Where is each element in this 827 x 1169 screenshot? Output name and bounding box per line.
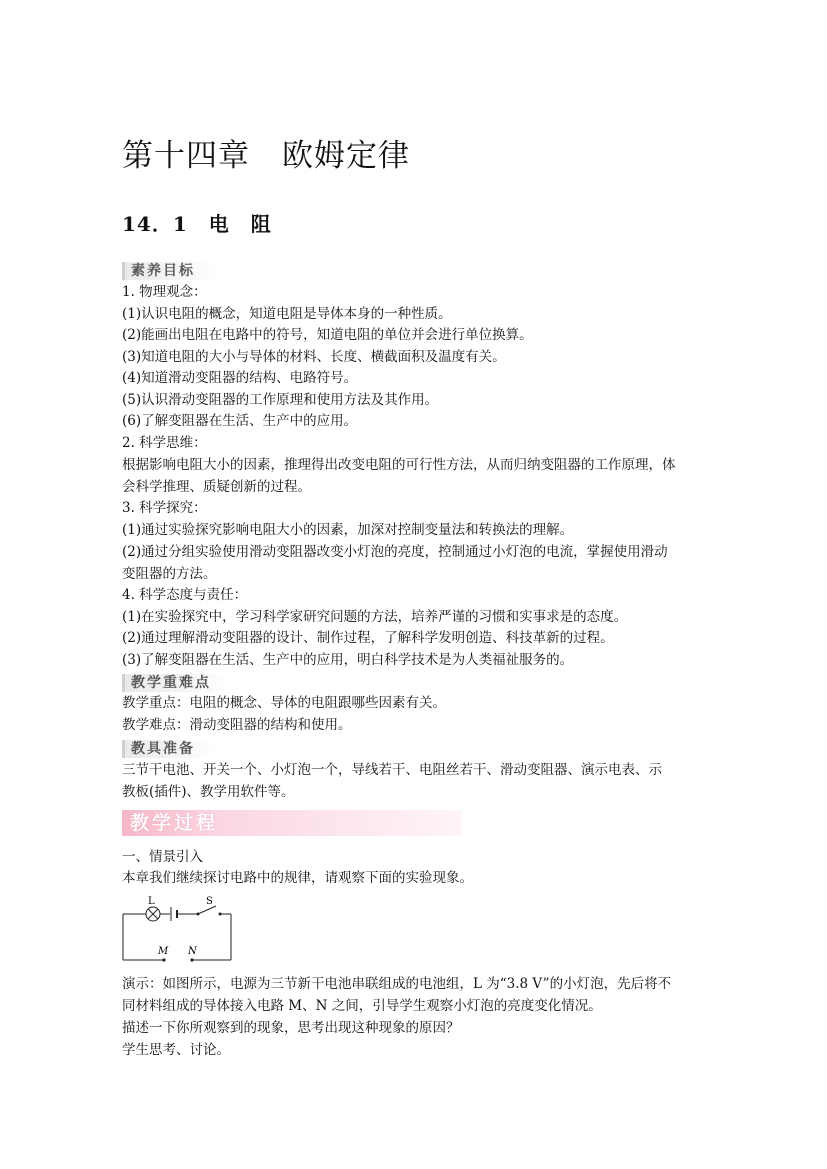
goal-item: 变阻器的方法。: [122, 566, 217, 582]
intro-heading: 一、情景引入: [122, 849, 203, 865]
goal-heading-1: 1. 物理观念：: [122, 284, 207, 300]
materials-badge: 教具准备: [122, 740, 214, 758]
goal-item: (1)在实验探究中，学习科学家研究问题的方法，培养严谨的习惯和实事求是的态度。: [122, 609, 628, 625]
section-title: 14．1 电 阻: [122, 212, 272, 236]
battery-icon: [171, 907, 177, 921]
goal-item: (3)知道电阻的大小与导体的材料、长度、横截面积及温度有关。: [122, 349, 506, 365]
lamp-label: L: [148, 896, 155, 907]
goal-text: 根据影响电阻大小的因素，推理得出改变电阻的可行性方法，从而归纳变阻器的工作原理，体: [122, 457, 676, 473]
key-points-badge: 教学重难点: [122, 674, 230, 692]
chapter-title: 第十四章 欧姆定律: [122, 138, 410, 174]
materials-text: 教板(插件)、教学用软件等。: [122, 784, 295, 800]
terminal-n: [190, 958, 193, 961]
goal-item: (2)通过分组实验使用滑动变阻器改变小灯泡的亮度，控制通过小灯泡的电流，掌握使用滑动: [122, 544, 668, 560]
goal-heading-4: 4. 科学态度与责任：: [122, 587, 248, 603]
goal-item: (6)了解变阻器在生活、生产中的应用。: [122, 413, 358, 429]
goal-item: (2)能画出电阻在电路中的符号，知道电阻的单位并会进行单位换算。: [122, 327, 533, 343]
teaching-focus: 教学重点：电阻的概念、导体的电阻跟哪些因素有关。: [122, 695, 446, 711]
intro-text: 本章我们继续探讨电路中的规律，请观察下面的实验现象。: [122, 870, 473, 886]
terminal-m: [162, 958, 165, 961]
demo-text: 演示：如图所示，电源为三节新干电池串联组成的电池组，L 为“3.8 V”的小灯泡，先后将不: [122, 976, 672, 992]
teaching-difficulty: 教学难点：滑动变阻器的结构和使用。: [122, 717, 352, 733]
circuit-diagram: [118, 894, 236, 964]
goal-item: (2)通过理解滑动变阻器的设计、制作过程，了解科学发明创造、科技革新的过程。: [122, 630, 614, 646]
student-response: 学生思考、讨论。: [122, 1042, 230, 1058]
goal-item: (4)知道滑动变阻器的结构、电路符号。: [122, 370, 358, 386]
goal-item: (1)认识电阻的概念，知道电阻是导体本身的一种性质。: [122, 306, 452, 322]
goal-heading-3: 3. 科学探究：: [122, 500, 207, 516]
switch-label: S: [206, 896, 213, 907]
demo-text: 同材料组成的导体接入电路 M、N 之间，引导学生观察小灯泡的亮度变化情况。: [122, 998, 602, 1014]
goal-item: (1)通过实验探究影响电阻大小的因素，加深对控制变量法和转换法的理解。: [122, 522, 574, 538]
goal-item: (3)了解变阻器在生活、生产中的应用，明白科学技术是为人类福祉服务的。: [122, 652, 574, 668]
goal-heading-2: 2. 科学思维：: [122, 435, 207, 451]
goal-item: (5)认识滑动变阻器的工作原理和使用方法及其作用。: [122, 392, 439, 408]
lamp-icon: [146, 907, 160, 921]
materials-text: 三节干电池、开关一个、小灯泡一个，导线若干、电阻丝若干、滑动变阻器、演示电表、示: [122, 762, 662, 778]
goals-badge: 素养目标: [122, 262, 214, 280]
point-n-label: N: [188, 946, 197, 957]
goal-text: 会科学推理、质疑创新的过程。: [122, 479, 311, 495]
question-text: 描述一下你所观察到的现象，思考出现这种现象的原因？: [122, 1020, 460, 1036]
process-badge: 教学过程: [122, 810, 462, 836]
point-m-label: M: [158, 946, 169, 957]
